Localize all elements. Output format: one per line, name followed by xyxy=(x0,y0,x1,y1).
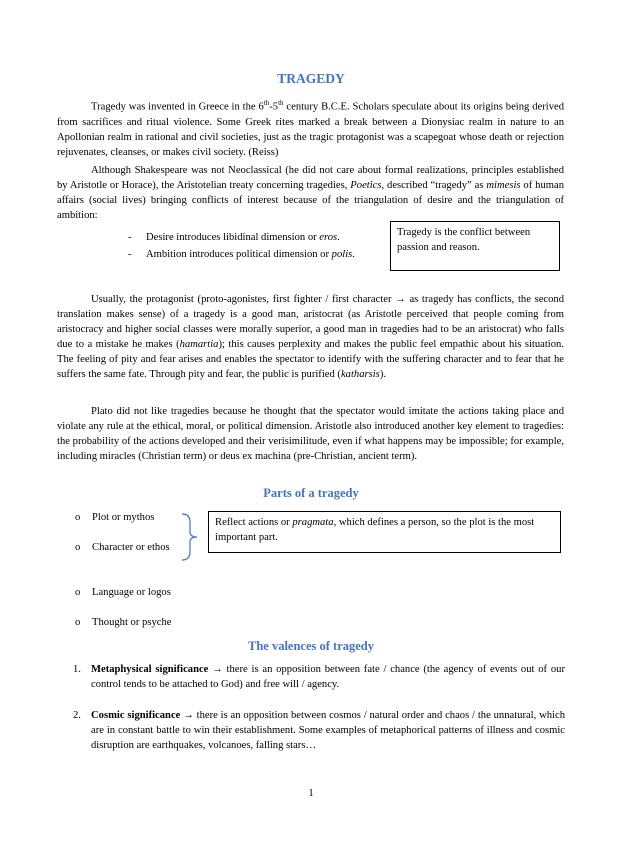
desire-ambition-list xyxy=(128,229,355,263)
p1-text-c: century B.C.E. Scholars speculate about its origins being derived from sacrifices and ritual violence. Some Greek rites marked a break between a Dionysiac realm in nature to an Apollonian realm in rational and civil societies, just as the tragic protagonist was a scapegoat whose death or rejection rejuvenates, cleanses, or makes civil society. (Reiss) xyxy=(57,101,564,158)
dash-marker: - xyxy=(128,249,132,260)
part-label: Thought or psyche xyxy=(92,617,172,628)
parts-note-box xyxy=(208,511,561,553)
dash-marker: - xyxy=(128,232,132,243)
part-label: Language or logos xyxy=(92,587,171,598)
list-item-em: polis xyxy=(331,249,353,260)
p3-text-c: ). xyxy=(379,369,386,380)
valence-text: → there is an opposition between cosmos / natural order and chaos / the unnatural, which are in constant battle to win their establishment. Some examples of metaphorical patterns of illness and cosmic disruption are earthquakes, volcanoes, falling stars… xyxy=(91,710,565,751)
o-marker: o xyxy=(75,617,81,628)
part-label: Plot or mythos xyxy=(92,512,155,523)
p2-text-c: of human affairs (social lives) bringing conflicts of interest because of the triangulation of desire and the triangulation of ambition: xyxy=(57,180,564,221)
valence-number: 2. xyxy=(73,710,81,721)
list-item xyxy=(75,542,170,553)
p3-text-b: ); this causes perplexity and makes the public feel empathic about his situation. The feeling of pity and fear arises and enables the spectator to identify with the suffering character and to fear that he suffers the same fate. Through pity and fear, the public is purified ( xyxy=(57,339,564,380)
box2-text-a: Reflect actions or xyxy=(215,517,293,528)
o-marker: o xyxy=(75,587,81,598)
o-marker: o xyxy=(75,512,81,523)
paragraph-origins xyxy=(57,96,564,160)
valence-title: Cosmic significance xyxy=(91,710,181,721)
parts-heading: Parts of a tragedy xyxy=(263,486,359,500)
p1-text-a: Tragedy was invented in Greece in the 6 xyxy=(91,101,264,113)
o-marker: o xyxy=(75,542,81,553)
valence-number: 1. xyxy=(73,664,81,675)
page-title: TRAGEDY xyxy=(277,71,345,86)
list-item-text: Ambition introduces political dimension or xyxy=(146,249,332,260)
page-number: 1 xyxy=(308,788,314,799)
tragedy-definition-box: Tragedy is the conflict between passion and reason. xyxy=(390,221,560,271)
valences-heading: The valences of tragedy xyxy=(247,639,375,653)
p3-katharsis: katharsis xyxy=(340,369,380,380)
p3-text-a: Usually, the protagonist (proto-agonistes, first fighter / first character → as tragedy has conflicts, the second translation makes sense) of a tragedy is a good man, aristocrat (as Aristotle perceived that people coming from aristocracy and higher social classes were morally superior, a good man in tragedies had to be an aristocrat) who falls due to a mistake he makes ( xyxy=(57,294,564,350)
list-item xyxy=(128,246,355,263)
p1-sup-2: th xyxy=(278,99,284,107)
valence-item xyxy=(73,708,565,753)
list-item xyxy=(75,617,171,628)
p2-text-b: , described “tragedy” as xyxy=(381,180,487,191)
valence-text: → there is an opposition between fate / chance (the agency of events out of our control tends to be attached to God) and free will / agency. xyxy=(91,664,565,690)
p2-text-a: Although Shakespeare was not Neoclassical (he did not care about formal realizations, principles established by Aristotle or Horace), the Aristotelian treaty concerning tragedies, xyxy=(57,165,564,191)
paragraph-protagonist xyxy=(57,292,564,382)
paragraph-plato: Plato did not like tragedies because he thought that the spectator would imitate the actions taking place and violate any rule at the ethical, moral, or political dimension. Aristotle also introduced another key element to tragedies: the probability of the actions developed and their verisimilitude, even if what happens may be impossible; for example, including miracles (Christian term) or deus ex machina (pre-Christian, ancient term). xyxy=(57,406,564,462)
list-item-end: . xyxy=(337,232,340,243)
list-item-text: Desire introduces libidinal dimension or xyxy=(146,232,320,243)
part-label: Character or ethos xyxy=(92,542,170,553)
list-item-em: eros xyxy=(319,232,338,243)
curly-brace-icon xyxy=(180,512,202,562)
list-item xyxy=(75,512,154,523)
list-item xyxy=(128,229,355,246)
p2-mimesis: mimesis xyxy=(486,180,521,191)
list-item xyxy=(75,587,171,598)
box2-em: pragmata xyxy=(292,517,334,528)
valence-title: Metaphysical significance xyxy=(91,664,209,675)
p2-poetics: Poetics xyxy=(350,180,382,191)
p1-text-b: -5 xyxy=(269,101,279,113)
list-item-end: . xyxy=(352,249,355,260)
p1-sup-1: th xyxy=(263,99,270,107)
valence-item xyxy=(73,662,565,692)
box2-text-b: , which defines a person, so the plot is the most important part. xyxy=(215,517,535,543)
paragraph-aristotle xyxy=(57,163,564,223)
p3-hamartia: hamartia xyxy=(179,339,219,350)
